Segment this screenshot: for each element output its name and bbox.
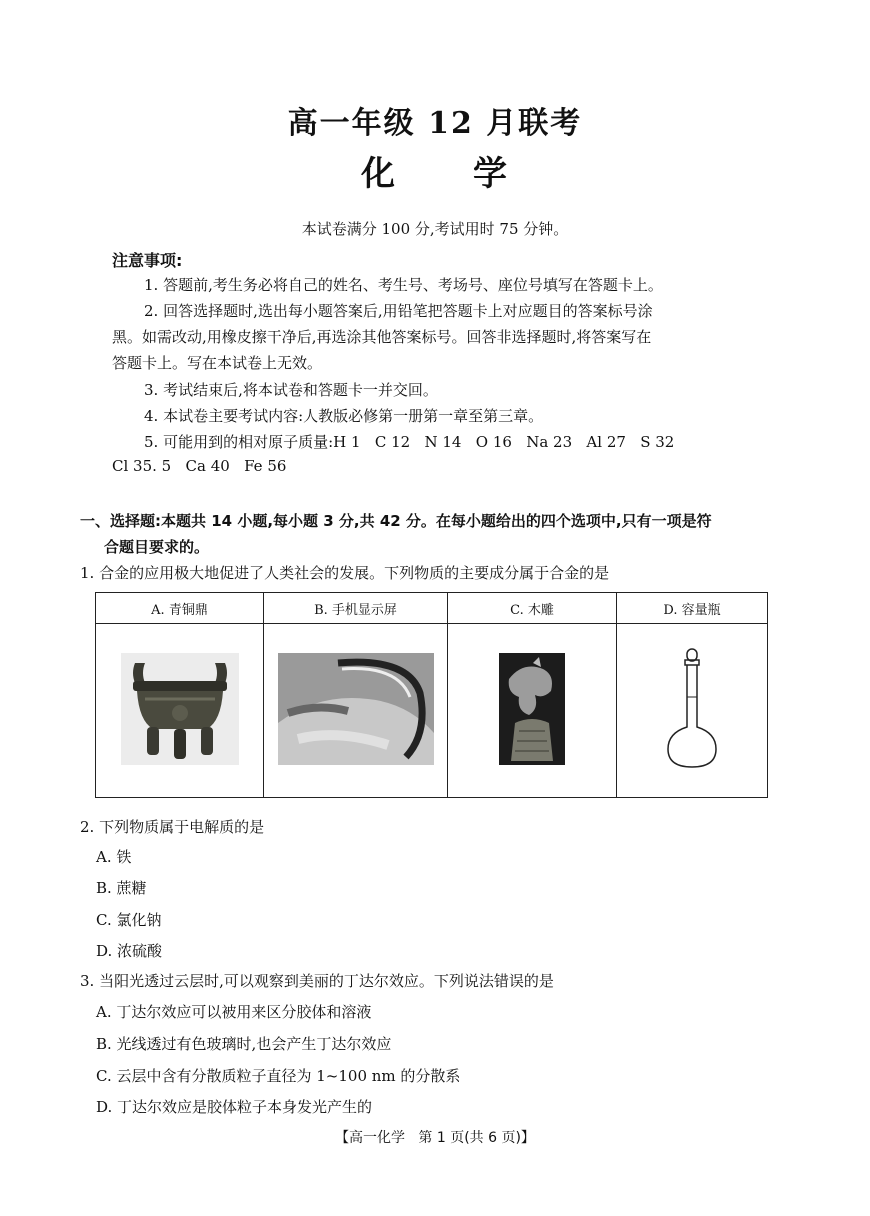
q1-option-d-label: D. 容量瓶 xyxy=(617,593,768,624)
q3-option-c: C. 云层中含有分散质粒子直径为 1~100 nm 的分散系 xyxy=(96,1067,461,1085)
q1-option-c-label: C. 木雕 xyxy=(448,593,617,624)
notice-line-1: 1. 答题前,考生务必将自己的姓名、考生号、考场号、座位号填写在答题卡上。 xyxy=(144,276,663,294)
q1-option-b-label: B. 手机显示屏 xyxy=(264,593,448,624)
exam-title: 高一年级 12 月联考 xyxy=(287,106,583,141)
exam-info: 本试卷满分 100 分,考试用时 75 分钟。 xyxy=(301,220,569,238)
section-heading-line-2: 合题目要求的。 xyxy=(104,538,210,556)
q3-option-a: A. 丁达尔效应可以被用来区分胶体和溶液 xyxy=(96,1003,372,1021)
q2-option-d: D. 浓硫酸 xyxy=(96,942,163,960)
bronze-ding-icon xyxy=(121,653,239,765)
q1-options-table xyxy=(95,592,768,798)
q2-option-b: B. 蔗糖 xyxy=(96,879,147,897)
notice-line-6: 4. 本试卷主要考试内容:人教版必修第一册第一章至第三章。 xyxy=(144,407,544,425)
notice-line-7: 5. 可能用到的相对原子质量:H 1 C 12 N 14 O 16 Na 23 Al 27 S 32 xyxy=(144,433,675,451)
notice-line-4: 答题卡上。写在本试卷上无效。 xyxy=(112,354,323,372)
wood-carving-icon xyxy=(499,653,565,765)
q1-option-c-image xyxy=(448,624,617,798)
subject-char-1: 化 xyxy=(361,154,397,194)
subject-char-2: 学 xyxy=(473,154,509,194)
q2-stem: 2. 下列物质属于电解质的是 xyxy=(80,818,265,836)
q1-option-a-image xyxy=(96,624,264,798)
q2-option-a: A. 铁 xyxy=(96,848,132,866)
subject-title xyxy=(0,146,870,195)
notice-line-5: 3. 考试结束后,将本试卷和答题卡一并交回。 xyxy=(144,381,438,399)
q3-stem: 3. 当阳光透过云层时,可以观察到美丽的丁达尔效应。下列说法错误的是 xyxy=(80,972,554,990)
notice-line-2: 2. 回答选择题时,选出每小题答案后,用铅笔把答题卡上对应题目的答案标号涂 xyxy=(144,302,653,320)
q3-option-d: D. 丁达尔效应是胶体粒子本身发光产生的 xyxy=(96,1098,373,1116)
q1-option-b-image xyxy=(264,624,448,798)
q1-option-a-label: A. 青铜鼎 xyxy=(96,593,264,624)
notice-line-3: 黑。如需改动,用橡皮擦干净后,再选涂其他答案标号。回答非选择题时,将答案写在 xyxy=(112,328,652,346)
notice-line-8: Cl 35. 5 Ca 40 Fe 56 xyxy=(112,457,287,475)
section-heading-line-1: 一、选择题:本题共 14 小题,每小题 3 分,共 42 分。在每小题给出的四个选项中,只有一项是符 xyxy=(80,512,712,530)
volumetric-flask-icon xyxy=(662,647,722,771)
notice-heading: 注意事项: xyxy=(112,251,183,270)
q3-option-b: B. 光线透过有色玻璃时,也会产生丁达尔效应 xyxy=(96,1035,392,1053)
phone-screen-icon xyxy=(278,653,434,765)
q1-option-d-image xyxy=(617,624,768,798)
q2-option-c: C. 氯化钠 xyxy=(96,911,162,929)
q1-stem: 1. 合金的应用极大地促进了人类社会的发展。下列物质的主要成分属于合金的是 xyxy=(80,564,610,582)
page-footer: 【高一化学 第 1 页(共 6 页)】 xyxy=(335,1130,535,1146)
